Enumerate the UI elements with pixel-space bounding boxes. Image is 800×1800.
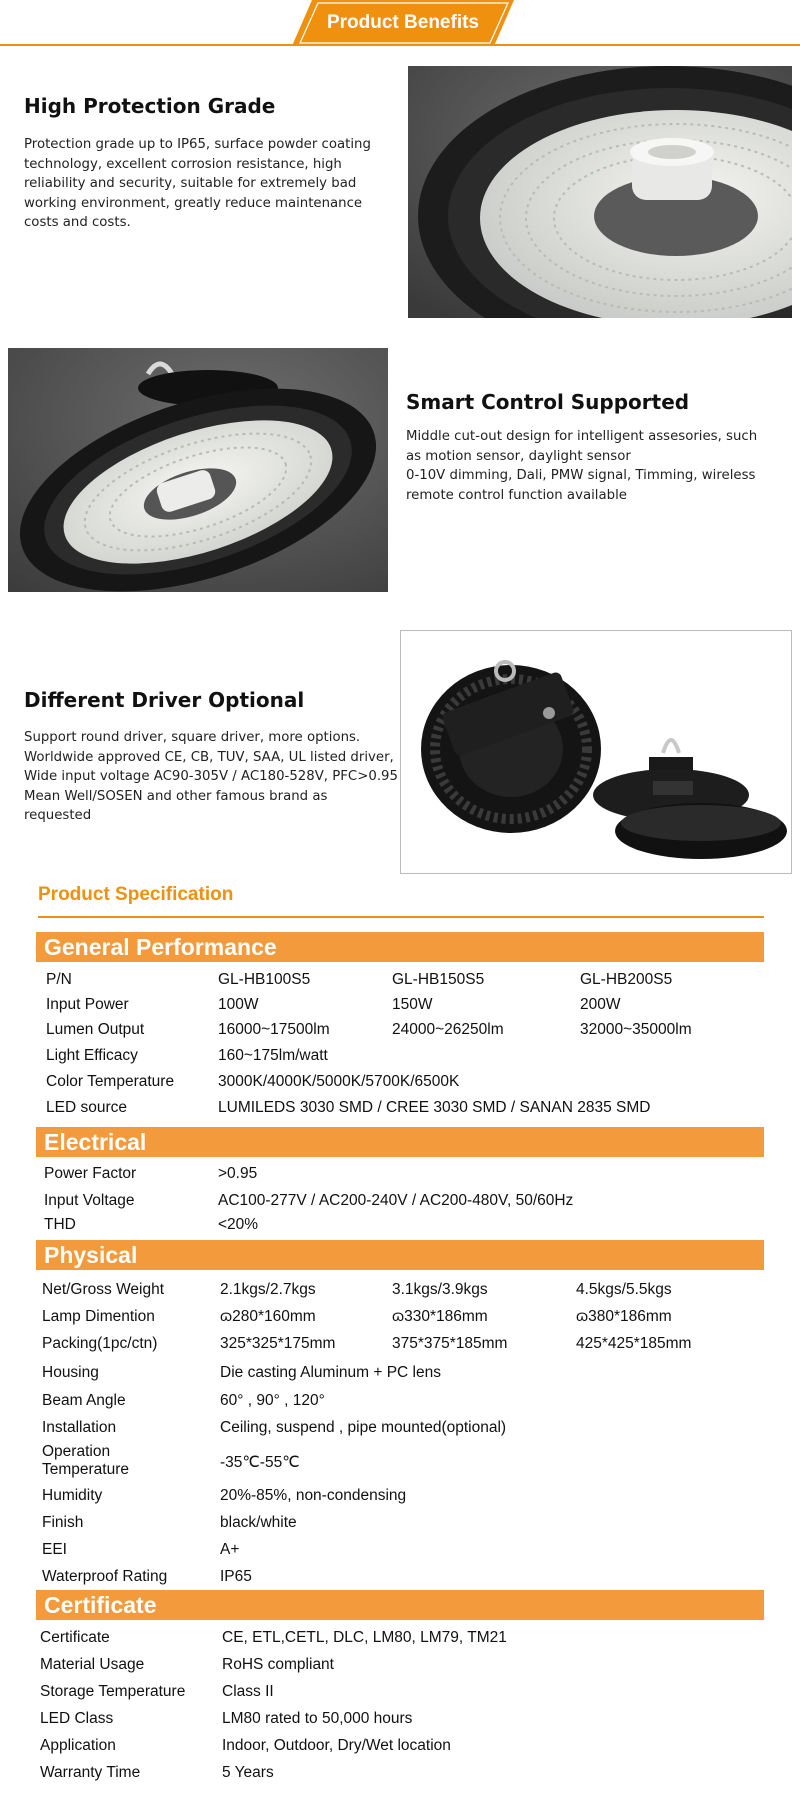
spec-value: Indoor, Outdoor, Dry/Wet location — [222, 1737, 451, 1754]
product-photo-closeup — [408, 66, 792, 318]
benefit-line: costs and costs. — [24, 215, 131, 230]
spec-value: 20%-85%, non-condensing — [220, 1487, 407, 1504]
benefit-line: reliability and security, suitable for extremely bad — [24, 176, 357, 191]
benefit-title: High Protection Grade — [24, 94, 276, 118]
spec-label: Input Voltage — [44, 1192, 135, 1209]
spec-value: <20% — [218, 1216, 259, 1233]
spec-value: LM80 rated to 50,000 hours — [222, 1710, 413, 1727]
spec-label: Color Temperature — [46, 1073, 175, 1090]
benefit-text — [24, 135, 374, 233]
section-title: Electrical — [44, 1129, 147, 1155]
spec-label: Certificate — [40, 1629, 110, 1646]
benefit-text — [24, 728, 404, 826]
spec-label: Storage Temperature — [40, 1683, 186, 1700]
spec-value: GL-HB150S5 — [392, 971, 485, 988]
spec-value: Class II — [222, 1683, 274, 1700]
spec-value: IP65 — [220, 1568, 252, 1585]
section-title: General Performance — [44, 934, 277, 960]
spec-value: 2.1kgs/2.7kgs — [220, 1281, 316, 1298]
spec-label: THD — [44, 1216, 76, 1233]
spec-value: 60° , 90° , 120° — [220, 1392, 325, 1409]
spec-label: Warranty Time — [40, 1764, 141, 1781]
spec-label: EEI — [42, 1541, 67, 1558]
section-title: Physical — [44, 1242, 138, 1268]
spec-value: 16000~17500lm — [218, 1021, 330, 1038]
spec-value: 150W — [392, 996, 433, 1013]
spec-label: Installation — [42, 1419, 117, 1436]
spec-value: >0.95 — [218, 1165, 258, 1182]
spec-label: Lamp Dimention — [42, 1308, 155, 1325]
spec-value: CE, ETL,CETL, DLC, LM80, LM79, TM21 — [222, 1629, 507, 1646]
spec-value: 200W — [580, 996, 621, 1013]
spec-label: Operation Temperature — [42, 1443, 130, 1478]
spec-label: Application — [40, 1737, 116, 1754]
section-certificate — [36, 1590, 764, 1620]
spec-label: Light Efficacy — [46, 1047, 138, 1064]
spec-value: ɷ380*186mm — [576, 1308, 672, 1325]
spec-label: Finish — [42, 1514, 84, 1531]
benefit-line: technology, excellent corrosion resistance, high — [24, 156, 342, 172]
spec-value: 3000K/4000K/5000K/5700K/6500K — [218, 1073, 460, 1090]
spec-value: 32000~35000lm — [580, 1021, 692, 1038]
spec-label: Humidity — [42, 1487, 103, 1504]
product-photo-drivers — [400, 630, 792, 874]
spec-label: Housing — [42, 1364, 99, 1381]
spec-value: 100W — [218, 996, 259, 1013]
benefit-line: remote control function available — [406, 487, 627, 503]
benefit-title: Different Driver Optional — [24, 688, 305, 712]
benefit-line: working environment, greatly reduce maintenance — [24, 195, 363, 211]
spec-label: Packing(1pc/ctn) — [42, 1335, 158, 1352]
spec-value: black/white — [220, 1514, 297, 1531]
spec-value: ɷ280*160mm — [220, 1308, 316, 1325]
benefit-line: 0-10V dimming, Dali, PMW signal, Timming, wireless — [406, 468, 756, 483]
product-photo-angled — [8, 348, 388, 592]
spec-value: GL-HB200S5 — [580, 971, 673, 988]
benefit-line: Wide input voltage AC90-305V / AC180-528V, PFC>0.95 — [24, 769, 398, 784]
section-electrical — [36, 1127, 764, 1157]
spec-value: ɷ330*186mm — [392, 1308, 488, 1325]
benefit-text — [406, 427, 786, 505]
spec-rule — [38, 916, 764, 918]
spec-label: Waterproof Rating — [42, 1568, 168, 1585]
spec-title: Product Specification — [38, 884, 234, 905]
spec-value: Ceiling, suspend , pipe mounted(optional) — [220, 1419, 507, 1436]
spec-label: P/N — [46, 971, 72, 988]
benefit-line: Worldwide approved CE, CB, TUV, SAA, UL listed driver, — [24, 749, 394, 765]
spec-label: LED source — [46, 1099, 127, 1116]
section-general-performance — [36, 932, 764, 962]
spec-value: 325*325*175mm — [220, 1335, 336, 1352]
spec-label: Beam Angle — [42, 1392, 126, 1409]
benefit-line: as motion sensor, daylight sensor — [406, 448, 631, 464]
banner-title: Product Benefits — [326, 12, 480, 33]
spec-value: LUMILEDS 3030 SMD / CREE 3030 SMD / SANAN 2835 SMD — [218, 1099, 651, 1116]
spec-label: Material Usage — [40, 1656, 145, 1673]
section-physical — [36, 1240, 764, 1270]
spec-value: 375*375*185mm — [392, 1335, 508, 1352]
spec-value: 3.1kgs/3.9kgs — [392, 1281, 488, 1298]
spec-label: Net/Gross Weight — [42, 1281, 165, 1298]
spec-label: Power Factor — [44, 1165, 137, 1182]
spec-value: 4.5kgs/5.5kgs — [576, 1281, 672, 1298]
benefit-title: Smart Control Supported — [406, 390, 690, 414]
spec-value: 24000~26250lm — [392, 1021, 504, 1038]
spec-value: A+ — [220, 1541, 240, 1558]
spec-value: 5 Years — [222, 1764, 274, 1781]
spec-value: 425*425*185mm — [576, 1335, 692, 1352]
benefit-line: Middle cut-out design for intelligent assesories, such — [406, 429, 758, 444]
benefit-line: Protection grade up to IP65, surface powder coating — [24, 137, 371, 152]
spec-value: AC100-277V / AC200-240V / AC200-480V, 50/60Hz — [218, 1192, 574, 1209]
benefit-line: requested — [24, 808, 92, 823]
section-title: Certificate — [44, 1592, 157, 1618]
spec-value: Die casting Aluminum + PC lens — [220, 1364, 441, 1381]
spec-value: RoHS compliant — [222, 1656, 334, 1673]
spec-value: 160~175lm/watt — [218, 1047, 328, 1064]
benefit-line: Support round driver, square driver, more options. — [24, 730, 361, 745]
spec-value: GL-HB100S5 — [218, 971, 311, 988]
spec-value: -35℃-55℃ — [220, 1454, 300, 1471]
spec-label: LED Class — [40, 1710, 114, 1727]
spec-label: Input Power — [46, 996, 129, 1013]
benefit-line: Mean Well/SOSEN and other famous brand as — [24, 788, 328, 804]
spec-label: Lumen Output — [46, 1021, 145, 1038]
